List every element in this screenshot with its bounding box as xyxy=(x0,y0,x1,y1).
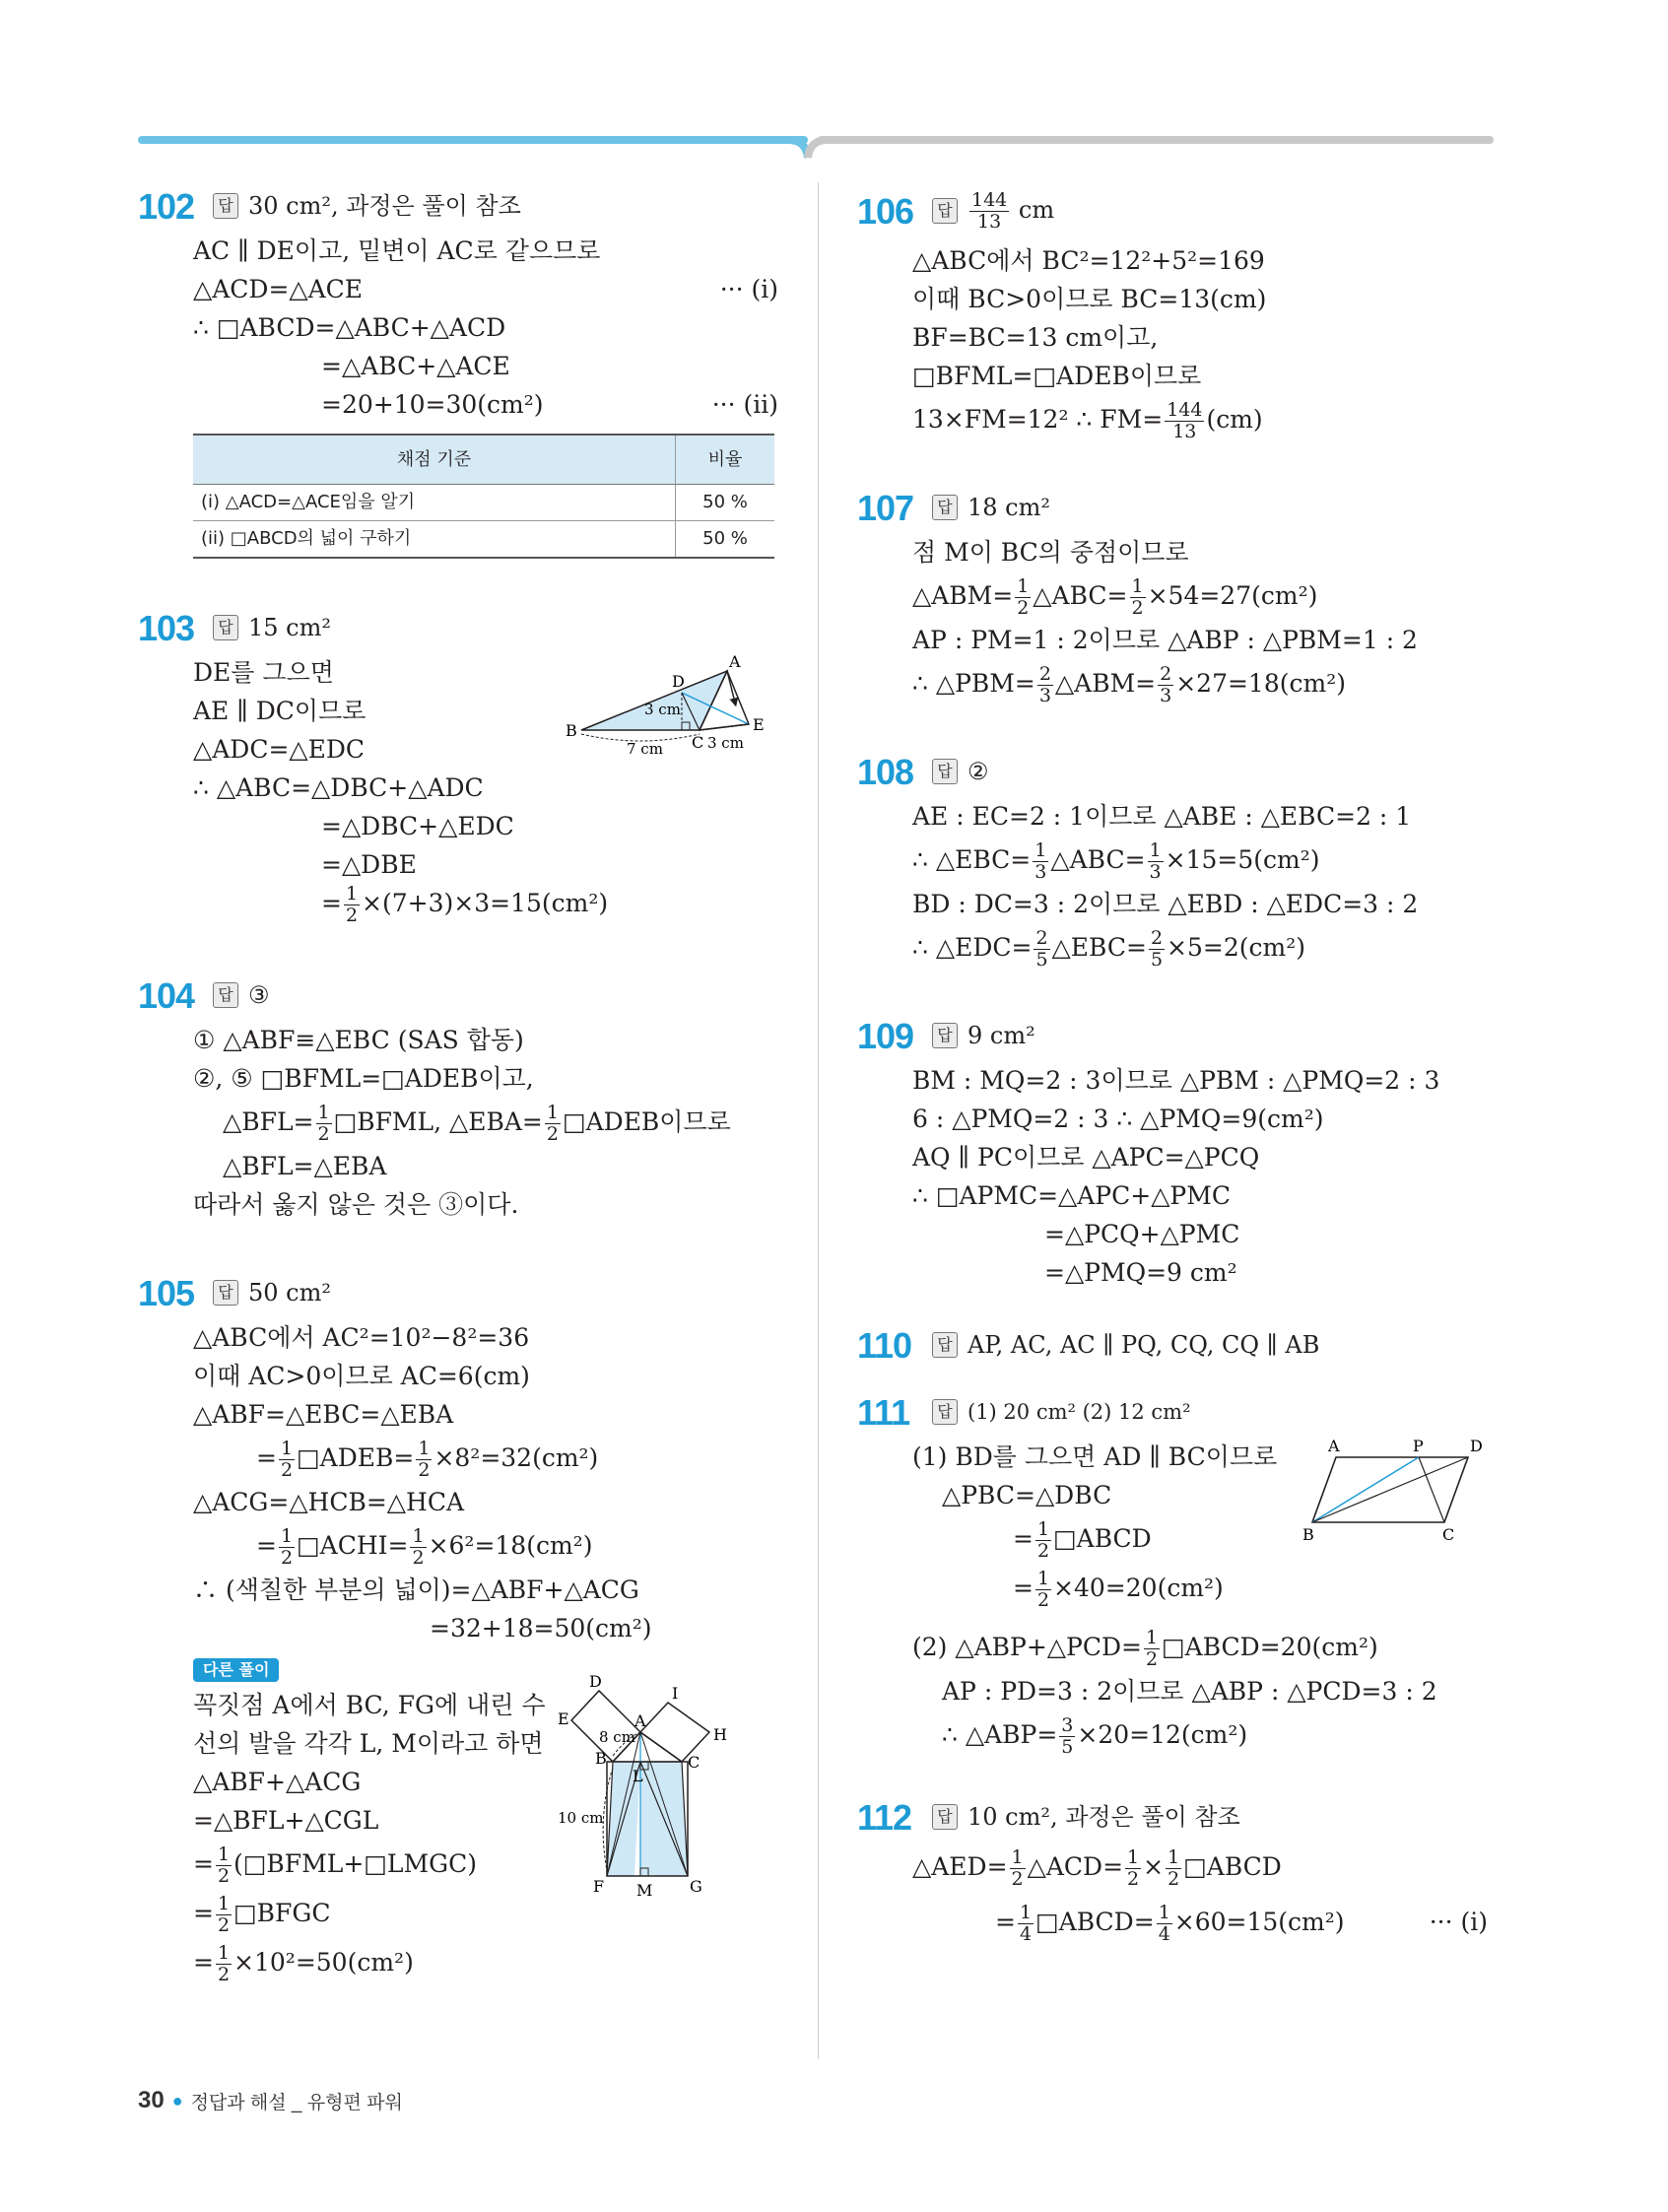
solution-line: △ABM= $\frac{1}{2}$ △ABC= $\frac{1}{2}$ ×54=27(cm²) xyxy=(912,575,1318,619)
solution-line: = $\frac{1}{2}$ □ACHI= $\frac{1}{2}$ ×6²=18(cm²) xyxy=(256,1525,593,1569)
problem-107 xyxy=(857,484,1498,708)
solution-line: △ACG=△HCB=△HCA xyxy=(193,1488,465,1516)
solution-line: AE ∥ DC이므로 xyxy=(193,697,367,725)
solution-line: = $\frac{1}{4}$ □ABCD= $\frac{1}{4}$ ×60=15(cm²) ··· (i) xyxy=(857,1892,1498,1953)
answer: 9 cm² xyxy=(967,1021,1035,1049)
footer-title: 정답과 해설 _ 유형편 파워 xyxy=(190,2092,403,2113)
label-M: M xyxy=(636,1881,653,1900)
answer-label: 답 xyxy=(213,193,238,219)
solution-line: 꼭짓점 A에서 BC, FG에 내린 수 xyxy=(193,1691,546,1719)
label-D: D xyxy=(672,672,685,691)
solution-line: BM : MQ=2 : 3이므로 △PBM : △PMQ=2 : 3 xyxy=(912,1066,1440,1095)
solution-line: △ABF+△ACG xyxy=(193,1768,362,1796)
answer-label: 답 xyxy=(932,1399,958,1425)
label-A: A xyxy=(634,1711,646,1730)
header-bar-joint xyxy=(788,136,828,160)
problem-number: 107 xyxy=(857,487,914,528)
solution-line: = $\frac{1}{2}$ □BFGC xyxy=(193,1893,331,1936)
answer-label: 답 xyxy=(932,1332,958,1358)
solution-line: ∴ △EDC= $\frac{2}{5}$ △EBC= $\frac{2}{5}$ ×5=2(cm²) xyxy=(912,927,1305,971)
solution-line: △ABC에서 BC²=12²+5²=169 xyxy=(912,246,1265,275)
solution-line: △BFL= $\frac{1}{2}$ □BFML, △EBA= $\frac{1}{2}$ □ADEB이므로 xyxy=(223,1102,731,1145)
solution-line: = $\frac{1}{2}$ ×10²=50(cm²) xyxy=(193,1942,414,1985)
solution-line: DE를 그으면 xyxy=(193,658,334,687)
step-marker: ··· (i) xyxy=(1429,1908,1488,1936)
parallelogram-figure-111 xyxy=(1301,1438,1488,1546)
problem-number: 108 xyxy=(857,751,914,792)
problem-108 xyxy=(857,748,1498,972)
solution-line: AP : PM=1 : 2이므로 △ABP : △PBM=1 : 2 xyxy=(912,626,1418,654)
label-B: B xyxy=(595,1749,607,1768)
label-C: C xyxy=(692,733,704,752)
answer-label: 답 xyxy=(213,1280,238,1306)
solution-line: AQ ∥ PC이므로 △APC=△PCQ xyxy=(912,1143,1260,1172)
grading-table xyxy=(193,434,774,559)
solution-line: 이때 BC>0이므로 BC=13(cm) xyxy=(912,285,1267,313)
answer-label: 답 xyxy=(932,198,958,224)
answer: 50 cm² xyxy=(248,1278,331,1307)
solution-line: 선의 발을 각각 L, M이라고 하면 xyxy=(193,1729,544,1758)
solution-line: △AED= $\frac{1}{2}$ △ACD= $\frac{1}{2}$ × $\frac{1}{2}$ □ABCD xyxy=(912,1846,1282,1890)
pythagoras-figure-105 xyxy=(558,1669,784,1915)
problem-number: 104 xyxy=(138,974,195,1016)
solution-line: 13×FM=12² ∴ FM= $\frac{144}{13}$ (cm) xyxy=(912,399,1263,442)
solution-line: □BFML=□ADEB이므로 xyxy=(912,362,1202,390)
length-label: 3 cm xyxy=(644,701,681,718)
solution-line: BF=BC=13 cm이고, xyxy=(912,323,1159,352)
problem-number: 112 xyxy=(857,1796,912,1838)
problem-number: 106 xyxy=(857,190,914,232)
problem-111 xyxy=(857,1388,1498,1760)
solution-line: △ACD=△ACE ··· (i) xyxy=(138,270,788,308)
ratio-header: 비율 xyxy=(676,435,775,485)
answer: (1) 20 cm² (2) 12 cm² xyxy=(967,1399,1191,1424)
solution-line: ∴ △EBC= $\frac{1}{3}$ △ABC= $\frac{1}{3}$ ×15=5(cm²) xyxy=(912,839,1320,883)
answer-label: 답 xyxy=(213,615,238,640)
length-label: 7 cm xyxy=(627,740,663,758)
solution-line: =△ABC+△ACE xyxy=(321,352,510,380)
label-D: D xyxy=(1470,1438,1483,1455)
solution-line: =△BFL+△CGL xyxy=(193,1806,379,1835)
header-bar-right xyxy=(818,136,1494,144)
label-E: E xyxy=(753,715,765,734)
answer-label: 답 xyxy=(932,495,958,520)
answer: 10 cm², 과정은 풀이 참조 xyxy=(967,1802,1240,1831)
solution-line: ②, ⑤ □BFML=□ADEB이고, xyxy=(193,1064,534,1093)
problem-number: 109 xyxy=(857,1015,914,1056)
solution-line: = $\frac{1}{2}$ □ABCD xyxy=(1013,1518,1152,1562)
solution-line: ∴ □APMC=△APC+△PMC xyxy=(912,1181,1231,1210)
solution-line: △ABC에서 AC²=10²−8²=36 xyxy=(193,1323,530,1352)
fraction: $\frac{1}{2}$ xyxy=(345,883,359,926)
problem-103 xyxy=(138,604,788,926)
problem-number: 110 xyxy=(857,1324,912,1366)
solution-line: AC ∥ DE이고, 밑변이 AC로 같으므로 xyxy=(193,236,601,265)
answer: 18 cm² xyxy=(967,493,1050,521)
solution-line: =△DBE xyxy=(321,850,417,879)
length-label: 10 cm xyxy=(558,1809,604,1827)
answer: ③ xyxy=(248,980,270,1009)
length-label: 3 cm xyxy=(707,734,744,752)
step-marker: ··· (ii) xyxy=(711,390,778,419)
solution-line: BD : DC=3 : 2이므로 △EBD : △EDC=3 : 2 xyxy=(912,890,1419,918)
bullet-icon: ● xyxy=(171,2090,183,2111)
solution-line: AP : PD=3 : 2이므로 △ABP : △PCD=3 : 2 xyxy=(942,1677,1437,1706)
solution-line: 점 M이 BC의 중점이므로 xyxy=(912,538,1189,567)
solution-line: ∴ □ABCD=△ABC+△ACD xyxy=(193,313,506,342)
grading-ratio: 50 % xyxy=(676,521,775,559)
label-C: C xyxy=(1442,1525,1455,1544)
answer: $\frac{144}{13}$ cm xyxy=(971,188,1055,233)
label-C: C xyxy=(688,1753,701,1772)
solution-line: (2) △ABP+△PCD= $\frac{1}{2}$ □ABCD=20(cm²) xyxy=(912,1627,1378,1670)
problem-109 xyxy=(857,1012,1498,1292)
answer-label: 답 xyxy=(932,759,958,784)
answer: 30 cm², 과정은 풀이 참조 xyxy=(248,191,521,220)
left-column xyxy=(138,182,788,2033)
page-footer xyxy=(138,2087,403,2114)
label-I: I xyxy=(672,1684,679,1703)
problem-110 xyxy=(857,1321,1498,1369)
solution-line: △ABF=△EBC=△EBA xyxy=(193,1400,454,1429)
label-B: B xyxy=(1302,1525,1314,1544)
solution-line: 이때 AC>0이므로 AC=6(cm) xyxy=(193,1362,530,1390)
solution-line: =32+18=50(cm²) xyxy=(430,1614,652,1642)
label-H: H xyxy=(713,1725,727,1744)
solution-line: 6 : △PMQ=2 : 3 ∴ △PMQ=9(cm²) xyxy=(912,1105,1324,1133)
label-A: A xyxy=(1328,1438,1340,1455)
solution-line: 따라서 옳지 않은 것은 ③이다. xyxy=(193,1190,519,1219)
label-E: E xyxy=(558,1709,569,1728)
triangle-figure-103 xyxy=(562,653,788,762)
label-L: L xyxy=(633,1767,643,1785)
solution-line: =△PCQ+△PMC xyxy=(1044,1220,1240,1248)
problem-102 xyxy=(138,182,788,559)
problem-number: 105 xyxy=(138,1272,195,1313)
solution-line: = $\frac{1}{2}$ □ADEB= $\frac{1}{2}$ ×8²=32(cm²) xyxy=(256,1438,599,1481)
problem-number: 102 xyxy=(138,185,195,227)
solution-line: AE : EC=2 : 1이므로 △ABE : △EBC=2 : 1 xyxy=(912,802,1412,831)
grading-header: 채점 기준 xyxy=(193,435,676,485)
answer-label: 답 xyxy=(932,1023,958,1048)
problem-112 xyxy=(857,1793,1498,1953)
answer: ② xyxy=(967,757,989,785)
label-P: P xyxy=(1413,1438,1424,1455)
label-F: F xyxy=(593,1877,605,1896)
problem-number: 111 xyxy=(857,1391,910,1433)
problem-number: 103 xyxy=(138,607,195,648)
solution-line: ∴ △ABP= $\frac{3}{5}$ ×20=12(cm²) xyxy=(942,1714,1248,1758)
solution-line: ① △ABF≡△EBC (SAS 합동) xyxy=(193,1026,524,1054)
problem-106 xyxy=(857,182,1498,444)
header-bar-left xyxy=(138,136,808,144)
solution-line: (1) BD를 그으면 AD ∥ BC이므로 xyxy=(912,1442,1278,1471)
answer-label: 답 xyxy=(213,982,238,1008)
problem-104 xyxy=(138,972,788,1224)
page-number: 30 xyxy=(138,2087,165,2113)
solution-line: ∴ (색칠한 부분의 넓이)=△ABF+△ACG xyxy=(193,1575,639,1604)
answer-label: 답 xyxy=(932,1804,958,1830)
problem-105 xyxy=(138,1269,788,1987)
answer: 15 cm² xyxy=(248,613,331,641)
grading-item: (ii) □ABCD의 넓이 구하기 xyxy=(193,521,676,559)
solution-line: = $\frac{1}{2}$ (□BFML+□LMGC) xyxy=(193,1843,477,1887)
solution-line: ∴ △PBM= $\frac{2}{3}$ △ABM= $\frac{2}{3}$ ×27=18(cm²) xyxy=(912,663,1346,706)
solution-line: = $\frac{1}{2}$ ×(7+3)×3=15(cm²) xyxy=(321,883,609,926)
answer: AP, AC, AC ∥ PQ, CQ, CQ ∥ AB xyxy=(967,1330,1320,1359)
solution-line: △PBC=△DBC xyxy=(942,1481,1112,1509)
step-marker: ··· (i) xyxy=(719,275,778,303)
solution-line: =20+10=30(cm²) ··· (ii) xyxy=(138,385,788,424)
column-separator xyxy=(818,182,819,2059)
solution-line: = $\frac{1}{2}$ ×40=20(cm²) xyxy=(1013,1568,1224,1611)
solution-line: △BFL=△EBA xyxy=(223,1152,387,1180)
grading-item: (i) △ACD=△ACE임을 알기 xyxy=(193,485,676,521)
solution-line: =△DBC+△EDC xyxy=(321,812,514,840)
solution-line: ∴ △ABC=△DBC+△ADC xyxy=(193,773,484,802)
right-column xyxy=(857,182,1498,1998)
alt-solution-tag: 다른 풀이 xyxy=(193,1658,279,1682)
grading-ratio: 50 % xyxy=(676,485,775,521)
label-G: G xyxy=(690,1877,702,1896)
label-D: D xyxy=(589,1672,602,1691)
label-B: B xyxy=(566,721,577,740)
solution-line: =△PMQ=9 cm² xyxy=(1044,1258,1237,1287)
solution-line: △ADC=△EDC xyxy=(193,735,366,764)
label-A: A xyxy=(729,653,741,671)
length-label: 8 cm xyxy=(599,1728,635,1746)
